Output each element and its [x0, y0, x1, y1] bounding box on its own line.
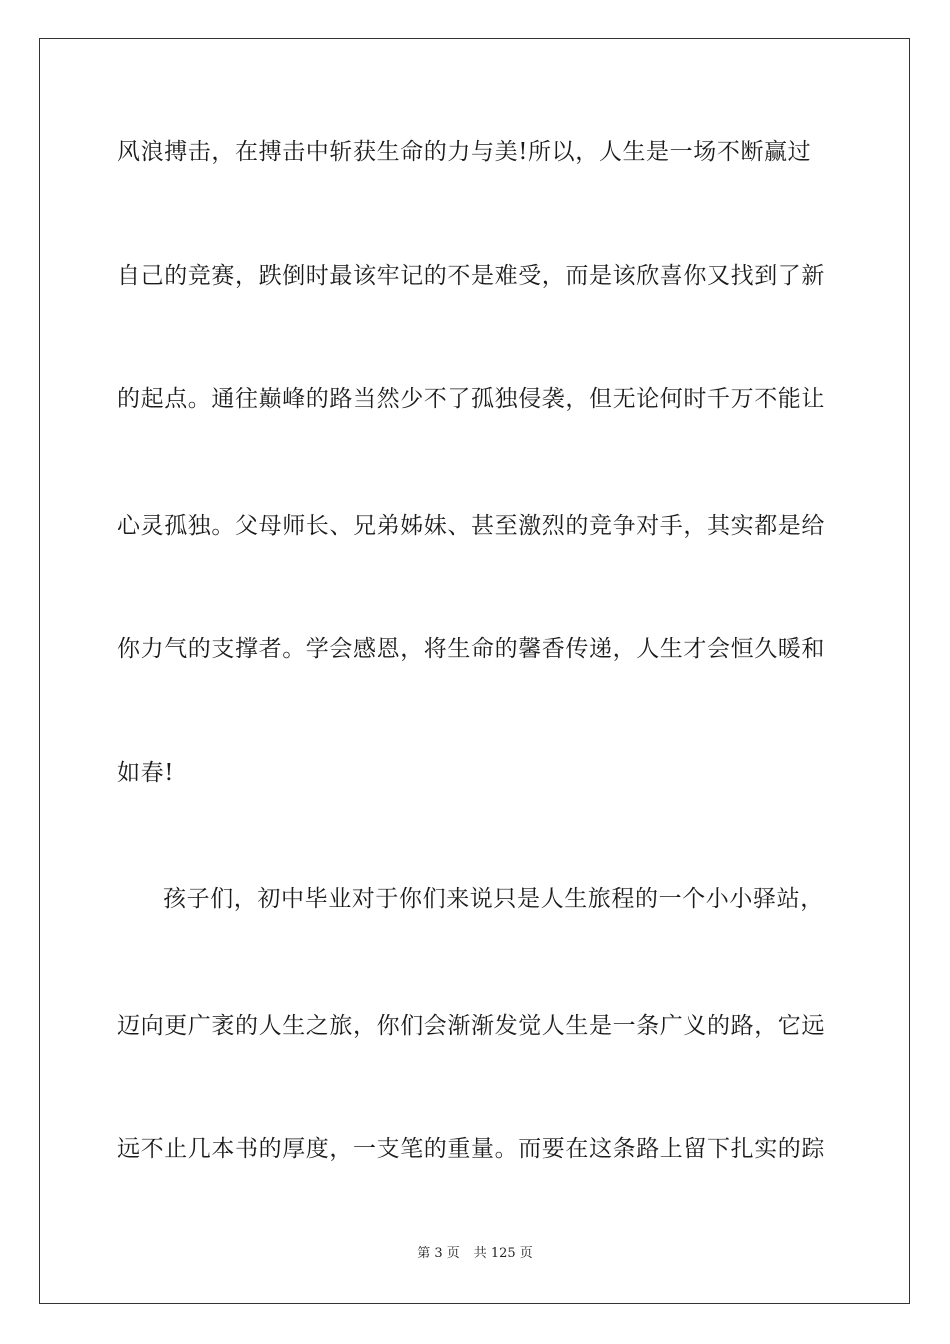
- text-line-1: 风浪搏击，在搏击中斩获生命的力与美!所以，人生是一场不断赢过: [117, 139, 812, 165]
- paragraph-start-line: 孩子们，初中毕业对于你们来说只是人生旅程的一个小小驿站，: [163, 886, 824, 912]
- text-line-3: 的起点。通往巅峰的路当然少不了孤独侵袭，但无论何时千万不能让: [117, 386, 825, 412]
- text-line-2: 自己的竞赛，跌倒时最该牢记的不是难受，而是该欣喜你又找到了新: [117, 263, 825, 289]
- text-line-4: 心灵孤独。父母师长、兄弟姊妹、甚至激烈的竞争对手，其实都是给: [117, 513, 825, 539]
- total-pages: 共 125 页: [473, 1246, 533, 1261]
- page-footer: [0, 1245, 950, 1263]
- text-line-9: 远不止几本书的厚度，一支笔的重量。而要在这条路上留下扎实的踪: [117, 1136, 825, 1162]
- page-number: 第 3 页: [417, 1246, 460, 1261]
- text-line-8: 迈向更广袤的人生之旅，你们会渐渐发觉人生是一条广义的路，它远: [117, 1013, 825, 1039]
- page-border: [39, 38, 910, 1304]
- text-line-5: 你力气的支撑者。学会感恩，将生命的馨香传递，人生才会恒久暖和: [117, 636, 825, 662]
- text-line-6: 如春!: [117, 760, 175, 786]
